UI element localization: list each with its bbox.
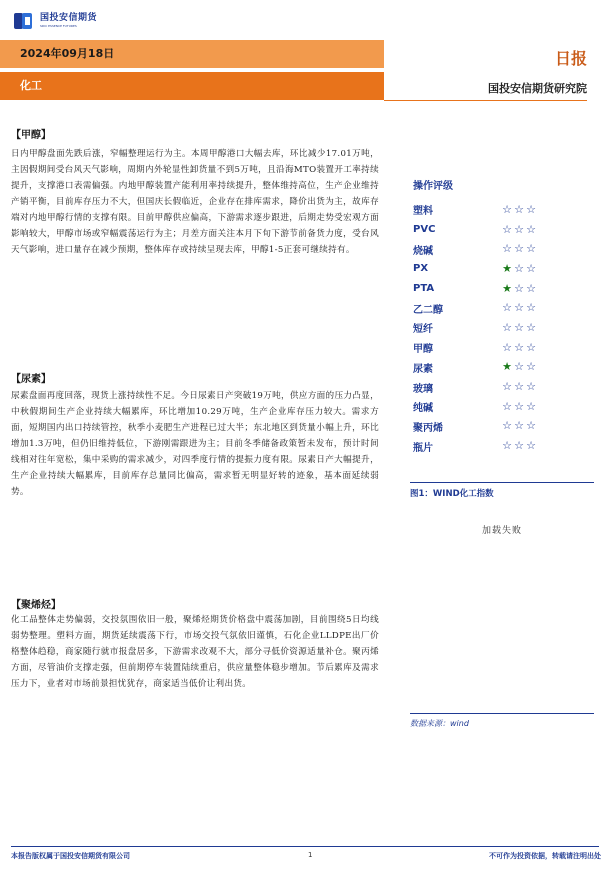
- star-empty-icon: ☆: [526, 419, 536, 433]
- header-divider: [384, 100, 587, 101]
- star-empty-icon: ☆: [514, 399, 524, 413]
- institute-name: 国投安信期货研究院: [488, 82, 587, 95]
- rating-stars: [501, 224, 537, 236]
- rating-row: [413, 239, 593, 259]
- footer-copyright: 本报告版权属于国投安信期货有限公司: [11, 852, 130, 860]
- company-logo: [14, 10, 97, 32]
- star-empty-icon: ☆: [514, 261, 524, 275]
- star-empty-icon: ☆: [502, 419, 512, 433]
- rating-row: [413, 417, 593, 437]
- star-empty-icon: ☆: [502, 222, 512, 236]
- rating-stars: [501, 401, 537, 413]
- rating-stars: [501, 342, 537, 354]
- report-date: 2024年09月18日: [20, 47, 115, 60]
- rating-row: [413, 338, 593, 358]
- rating-row: [413, 397, 593, 417]
- rating-stars: [501, 361, 537, 373]
- star-empty-icon: ☆: [526, 320, 536, 334]
- rating-product-name: 尿素: [413, 363, 433, 375]
- star-empty-icon: ☆: [526, 380, 536, 394]
- rating-product-name: 甲醇: [413, 344, 433, 356]
- rating-product-name: 短纤: [413, 324, 433, 336]
- star-empty-icon: ☆: [526, 261, 536, 275]
- rating-product-name: PTA: [413, 283, 435, 295]
- star-empty-icon: ☆: [526, 301, 536, 315]
- star-empty-icon: ☆: [502, 340, 512, 354]
- star-empty-icon: ☆: [502, 380, 512, 394]
- rating-row: [413, 298, 593, 318]
- star-empty-icon: ☆: [514, 419, 524, 433]
- rating-product-name: 聚丙烯: [413, 422, 443, 434]
- rating-product-name: 玻璃: [413, 383, 433, 395]
- rating-product-name: PVC: [413, 224, 436, 236]
- figure-load-status: 加载失败: [481, 526, 522, 536]
- star-empty-icon: ☆: [526, 439, 536, 453]
- sector-band: [0, 72, 384, 100]
- rating-product-name: 塑料: [413, 206, 433, 218]
- logo-name-cn: 国投安信期货: [40, 13, 98, 23]
- rating-product-name: PX: [413, 263, 429, 275]
- star-filled-icon: ★: [502, 281, 512, 295]
- star-empty-icon: ☆: [526, 281, 536, 295]
- star-empty-icon: ☆: [514, 202, 524, 216]
- footer-disclaimer: 不可作为投资依据，转载请注明出处: [489, 852, 601, 860]
- rating-stars: [501, 283, 537, 295]
- star-filled-icon: ★: [502, 360, 512, 374]
- footer-divider: [11, 846, 599, 847]
- star-empty-icon: ☆: [526, 340, 536, 354]
- rating-row: [413, 436, 593, 456]
- star-empty-icon: ☆: [514, 281, 524, 295]
- star-empty-icon: ☆: [502, 439, 512, 453]
- rating-product-name: 烧碱: [413, 245, 433, 257]
- rating-stars: [501, 243, 537, 255]
- date-band: [0, 40, 384, 68]
- rating-list: [413, 200, 593, 456]
- section-text-urea: 尿素盘面再度回落，现货上涨持续性不足。今日尿素日产突破19万吨，供应方面的压力凸显，中秋假期间生产企业持续大幅累库，环比增加10.29万吨，生产企业库存压力较大。需求方面，短期国内出口持续管控，秋季小麦肥生产进程已过大半；东北地区到货量小幅上升，环比增加1.3万吨，但仍旧维持低位，下游刚需跟进为主；目前冬季储备政策暂未发布，预计时间线相对往年宽松，集中采购的需求减少，对四季度行情的提振力度有限。尿素日产大幅提升，生产企业持续大幅累库，目前库存总量同比偏高，需求暂无明显好转的迹象，基本面延续弱势。: [11, 391, 379, 497]
- star-empty-icon: ☆: [514, 301, 524, 315]
- rating-row: [413, 377, 593, 397]
- rating-stars: [501, 204, 537, 216]
- star-empty-icon: ☆: [514, 360, 524, 374]
- star-empty-icon: ☆: [526, 202, 536, 216]
- rating-product-name: 纯碱: [413, 403, 433, 415]
- figure-caption: 图1：WIND化工指数: [410, 482, 594, 499]
- star-empty-icon: ☆: [514, 380, 524, 394]
- star-empty-icon: ☆: [502, 399, 512, 413]
- rating-panel: [413, 178, 593, 456]
- rating-row: [413, 220, 593, 240]
- rating-product-name: 乙二醇: [413, 304, 443, 316]
- rating-stars: [501, 420, 537, 432]
- page-number: 1: [308, 851, 313, 859]
- section-text-polyolefin: 化工品整体走势偏弱，交投氛围依旧一般，聚烯烃期货价格盘中震荡加剧，目前围绕5日均线弱势整理。塑料方面，期货延续震荡下行，市场交投气氛依旧谨慎，石化企业LLDPE出厂价格整体趋稳，商家随行就市报盘居多，下游需求改观不大，部分寻低价资源适量补仓。聚丙烯方面，尽管油价支撑走强，但前期停车装置陆续重启，供应量整体稳步增加。节后累库及需求压力下，业者对市场前景担忧犹存，商家适当低价让利出货。: [11, 615, 379, 689]
- rating-title: 操作评级: [413, 181, 453, 192]
- logo-mark-icon: [14, 10, 36, 32]
- star-empty-icon: ☆: [514, 320, 524, 334]
- section-title-methanol: 【甲醇】: [11, 130, 51, 141]
- section-title-polyolefin: 【聚烯烃】: [11, 600, 61, 611]
- star-empty-icon: ☆: [514, 439, 524, 453]
- star-empty-icon: ☆: [514, 340, 524, 354]
- rating-row: [413, 259, 593, 279]
- star-empty-icon: ☆: [502, 301, 512, 315]
- star-empty-icon: ☆: [526, 242, 536, 256]
- rating-stars: [501, 322, 537, 334]
- rating-stars: [501, 263, 537, 275]
- star-filled-icon: ★: [502, 261, 512, 275]
- rating-row: [413, 358, 593, 378]
- star-empty-icon: ☆: [526, 360, 536, 374]
- star-empty-icon: ☆: [514, 242, 524, 256]
- star-empty-icon: ☆: [514, 222, 524, 236]
- rating-row: [413, 279, 593, 299]
- rating-stars: [501, 381, 537, 393]
- rating-row: [413, 318, 593, 338]
- rating-product-name: 瓶片: [413, 442, 433, 454]
- sector-name: 化工: [20, 79, 42, 92]
- data-source: 数据来源：wind: [410, 713, 594, 729]
- star-empty-icon: ☆: [502, 320, 512, 334]
- section-text-methanol: 日内甲醇盘面先跌后涨，窄幅整理运行为主。本周甲醇港口大幅去库，环比减少17.01万吨，主因假期间受台风天气影响，周期内外轮显性卸货量不到5万吨，且沿海MTO装置开工率持续提升，支撑港口表需偏强。内地甲醇装置产能利用率持续提升，整体维持高位，生产企业维持产销平衡，目前库存压力不大，但国庆长假临近，企业存在排库需求，降价出货为主，故库存端对内地甲醇行情的支撑有限。目前甲醇供应偏高，下游需求逐步跟进，后期走势受宏观方面影响较大，甲醇市场或窄幅震荡运行为主；月差方面关注本月下旬下游节前备货力度，受台风天气影响，进口量存在减少预期，整体库存或持续呈现去库，甲醇1-5正套可继续持有。: [11, 149, 379, 255]
- section-title-urea: 【尿素】: [11, 374, 51, 385]
- rating-row: [413, 200, 593, 220]
- logo-name-en: SDIC ESSENCE FUTURES: [40, 24, 77, 28]
- star-empty-icon: ☆: [526, 399, 536, 413]
- rating-stars: [501, 440, 537, 452]
- star-empty-icon: ☆: [502, 202, 512, 216]
- rating-stars: [501, 302, 537, 314]
- star-empty-icon: ☆: [502, 242, 512, 256]
- report-type: 日报: [554, 49, 587, 68]
- star-empty-icon: ☆: [526, 222, 536, 236]
